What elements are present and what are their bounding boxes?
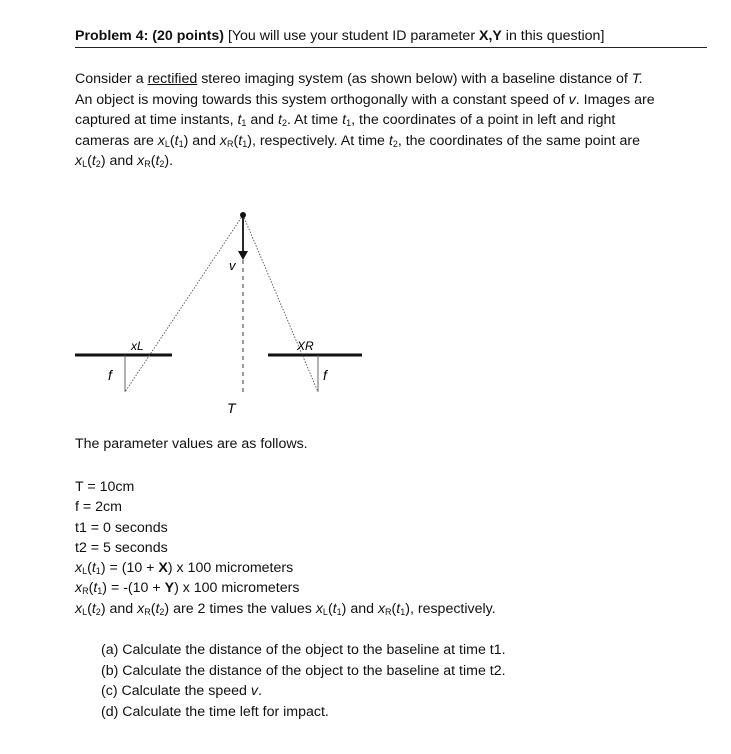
sub-L: L xyxy=(164,138,170,149)
question-a: (a) Calculate the distance of the object to the baseline at time t1. xyxy=(101,642,506,658)
question-c xyxy=(101,681,506,702)
right-ray xyxy=(243,215,318,392)
x-var: x xyxy=(157,132,165,149)
paren: ) xyxy=(164,600,170,617)
paren: ( xyxy=(327,600,333,617)
sub-2: 2 xyxy=(159,159,165,169)
t-var: t xyxy=(237,112,242,128)
paren: ) xyxy=(183,132,189,149)
intro-text: captured at time instants, xyxy=(75,112,238,128)
sub-1: 1 xyxy=(400,606,406,617)
x-var: x xyxy=(315,600,323,617)
x-var: x xyxy=(137,600,145,617)
rectified-word: rectified xyxy=(147,71,198,87)
param-f: f = 2cm xyxy=(75,499,122,516)
t-var: t xyxy=(277,112,282,128)
paren: ( xyxy=(169,132,175,149)
eq-text: = (10 + xyxy=(105,560,159,577)
t-var: t xyxy=(91,560,96,577)
t-label: T xyxy=(227,400,236,416)
t-var: t xyxy=(388,132,393,149)
baseline-var: T. xyxy=(631,71,644,87)
intro-line-4 xyxy=(75,131,715,152)
sub-1: 1 xyxy=(336,606,342,617)
sub-L: L xyxy=(82,159,88,169)
paren: ( xyxy=(150,153,156,169)
stereo-diagram xyxy=(0,200,731,425)
x-var: x xyxy=(75,560,83,577)
t-var: t xyxy=(396,600,401,617)
paren: ) xyxy=(341,600,347,617)
t-var: t xyxy=(91,600,96,617)
paren: ) xyxy=(164,153,170,169)
intro-line-2 xyxy=(75,90,715,111)
paren: ( xyxy=(233,132,239,149)
velocity-arrow-head xyxy=(238,251,248,260)
paren: ( xyxy=(87,600,92,617)
intro-text: and xyxy=(188,132,220,149)
paren: ) xyxy=(100,600,106,617)
sub-L: L xyxy=(322,606,328,617)
eq-text: , respectively. xyxy=(409,600,496,617)
x-var: x xyxy=(75,600,83,617)
paren: ( xyxy=(150,600,156,617)
sub-1: 1 xyxy=(178,138,184,149)
sub-2: 2 xyxy=(95,159,101,169)
t-var: t xyxy=(174,132,179,149)
t-var: t xyxy=(93,580,98,597)
x-var: x xyxy=(75,153,83,169)
intro-text: Consider a xyxy=(75,71,148,87)
intro-line-5 xyxy=(75,151,715,172)
t-var: t xyxy=(332,600,337,617)
sub-2: 2 xyxy=(159,606,165,617)
sub-L: L xyxy=(82,606,88,617)
header-bracket-close: in this question] xyxy=(501,28,605,44)
intro-text: An object is moving towards this system orthogonally with a constant speed of xyxy=(75,91,569,108)
sub-1: 1 xyxy=(346,118,352,128)
paren: ( xyxy=(87,153,92,169)
intro-line-1 xyxy=(75,69,715,90)
param-X: X xyxy=(158,560,168,577)
params-intro: The parameter values are as follows. xyxy=(75,436,308,452)
t-var: t xyxy=(155,600,160,617)
problem-header xyxy=(75,28,707,48)
sub-R: R xyxy=(227,138,234,149)
sub-L: L xyxy=(82,566,88,577)
intro-text: . xyxy=(169,153,174,169)
header-bracket-open: [You will use your student ID parameter xyxy=(224,28,479,44)
paren: ( xyxy=(391,600,397,617)
sub-R: R xyxy=(385,606,392,617)
left-ray xyxy=(125,215,243,392)
param-xl xyxy=(75,558,496,578)
t-var: t xyxy=(91,153,96,169)
param-Y: Y xyxy=(164,580,175,597)
paren: ) xyxy=(405,600,410,617)
t-var: t xyxy=(342,112,347,128)
speed-var: v xyxy=(250,683,258,699)
f-right-label: f xyxy=(323,367,327,383)
intro-text: cameras are xyxy=(75,132,158,149)
sub-R: R xyxy=(82,586,89,597)
sub-R: R xyxy=(144,606,151,617)
paren: ) xyxy=(100,153,106,169)
sub-2: 2 xyxy=(281,118,287,128)
intro-paragraph xyxy=(75,69,715,172)
v-label: v xyxy=(229,258,236,273)
intro-text: . At time xyxy=(286,112,343,128)
xl-label: xL xyxy=(131,339,144,353)
sub-2: 2 xyxy=(392,138,398,149)
sub-1: 1 xyxy=(95,566,101,577)
sub-1: 1 xyxy=(241,118,247,128)
param-xr xyxy=(75,578,496,598)
problem-number: Problem 4: (20 points) xyxy=(75,28,224,44)
param-t2-values xyxy=(75,599,496,619)
paren: ) xyxy=(102,580,108,597)
eq-text: = -(10 + xyxy=(107,580,165,597)
t-var: t xyxy=(155,153,160,169)
eq-text: ) x 100 micrometers xyxy=(167,560,294,577)
x-var: x xyxy=(75,580,83,597)
question-d: (d) Calculate the time left for impact. xyxy=(101,703,329,720)
intro-text: and xyxy=(105,153,138,169)
param-t2: t2 = 5 seconds xyxy=(75,539,168,556)
intro-text: , the coordinates of the same point are xyxy=(397,132,640,149)
header-params: X,Y xyxy=(478,28,502,44)
paren: ) xyxy=(100,560,106,577)
intro-text: . Images are xyxy=(575,91,655,108)
intro-text: stereo imaging system (as shown below) with a baseline distance of xyxy=(197,71,632,87)
t-var: t xyxy=(238,132,243,149)
param-t1: t1 = 0 seconds xyxy=(75,519,168,536)
sub-1: 1 xyxy=(242,138,248,149)
sub-2: 2 xyxy=(95,606,101,617)
paren: ( xyxy=(87,560,92,577)
f-left-label: f xyxy=(108,367,112,383)
intro-text: , the coordinates of a point in left and right xyxy=(351,112,616,128)
intro-text: and xyxy=(246,112,278,128)
question-b: (b) Calculate the distance of the object to the baseline at time t2. xyxy=(101,662,506,679)
paren: ( xyxy=(88,580,94,597)
intro-line-3 xyxy=(75,110,715,131)
question-c-text: (c) Calculate the speed xyxy=(101,683,251,699)
eq-text: and xyxy=(105,600,138,617)
paren: ) xyxy=(247,132,252,149)
x-var: x xyxy=(137,153,145,169)
param-list xyxy=(75,477,496,619)
x-var: x xyxy=(219,132,227,149)
xr-label: XR xyxy=(297,339,314,353)
eq-text: ) x 100 micrometers xyxy=(174,580,300,597)
question-c-end: . xyxy=(257,683,262,699)
param-T: T = 10cm xyxy=(75,479,135,495)
intro-text: , respectively. At time xyxy=(251,132,389,149)
speed-var: v xyxy=(568,91,576,108)
eq-text: and xyxy=(346,600,378,617)
eq-text: are 2 times the values xyxy=(169,600,316,617)
question-list xyxy=(101,640,506,722)
x-var: x xyxy=(377,600,386,617)
sub-1: 1 xyxy=(97,586,103,597)
sub-R: R xyxy=(144,159,151,169)
